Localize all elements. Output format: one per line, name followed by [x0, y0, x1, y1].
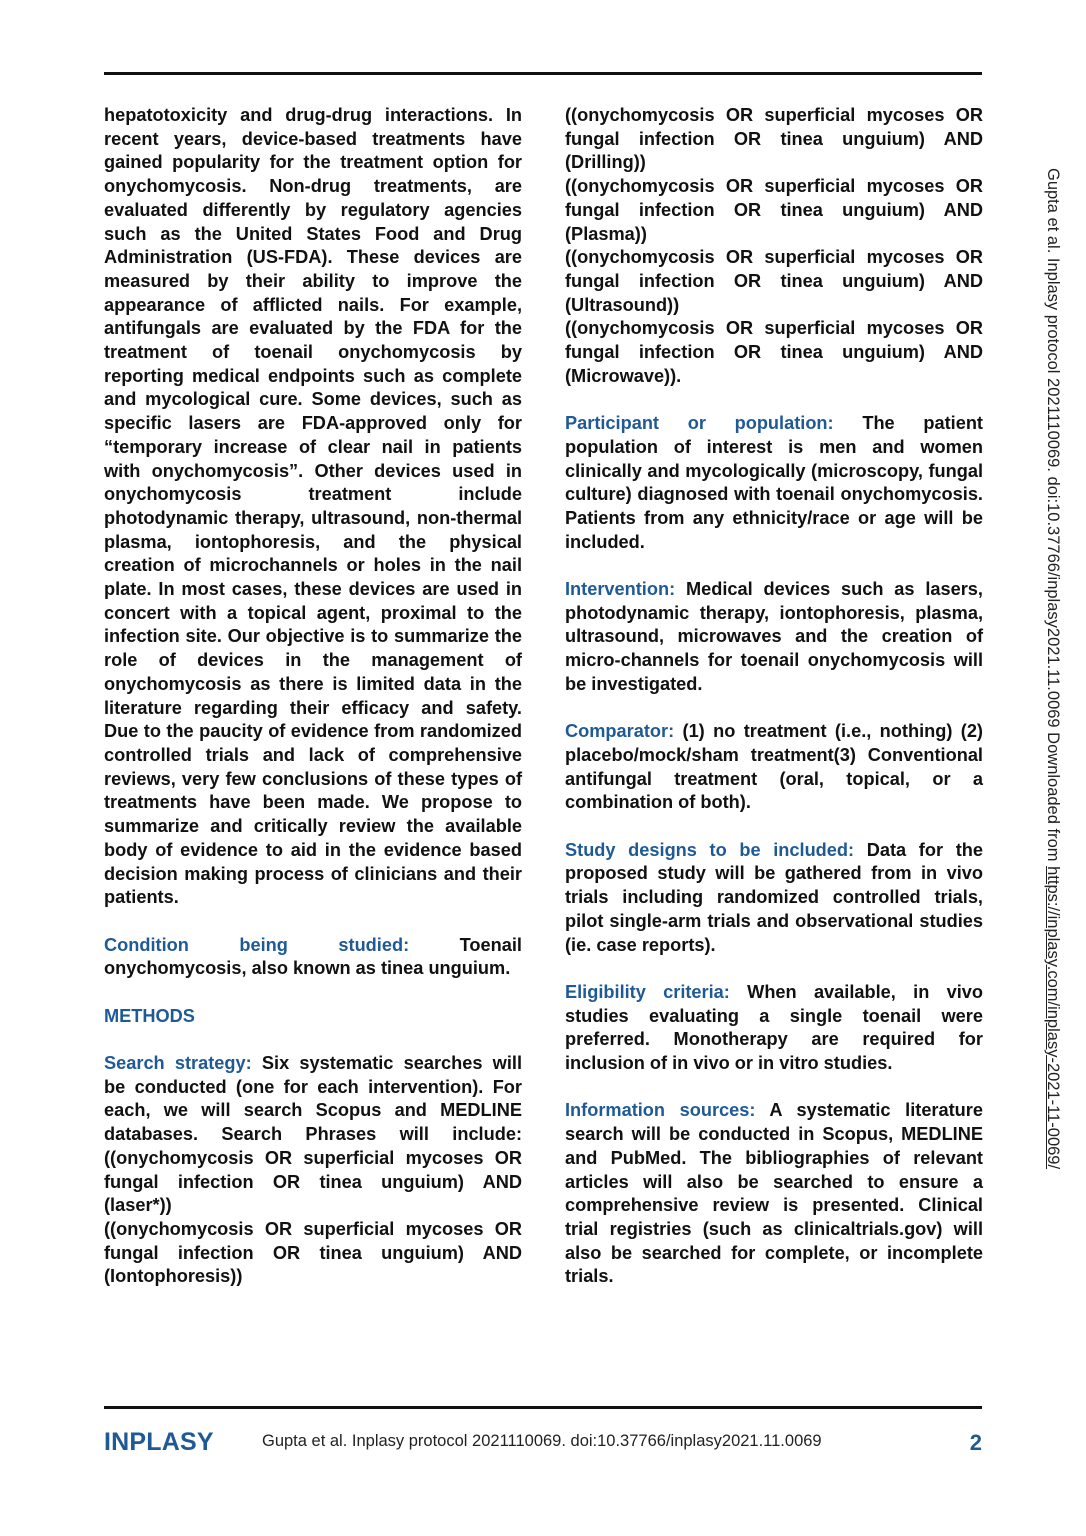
search-query-plasma: ((onychomycosis OR superficial mycoses OR fungal infection OR tinea unguium) AND (Plasma))	[565, 176, 983, 244]
inplasy-logo: INPLASY	[104, 1428, 214, 1456]
intervention-text: Medical devices such as lasers, photodynamic therapy, iontophoresis, plasma, ultrasound, microwaves and the creation of micro-channels for toenail onychomycosis will be investigated.	[565, 579, 983, 694]
participant-paragraph	[565, 412, 983, 554]
intervention-heading: Intervention:	[565, 579, 676, 600]
search-query-ultrasound: ((onychomycosis OR superficial mycoses OR fungal infection OR tinea unguium) AND (Ultrasound))	[565, 247, 983, 315]
eligibility-heading: Eligibility criteria:	[565, 981, 730, 1002]
footer-citation: Gupta et al. Inplasy protocol 2021110069. doi:10.37766/inplasy2021.11.0069	[262, 1432, 822, 1450]
page-number: 2	[969, 1430, 982, 1455]
information-sources-paragraph	[565, 1099, 983, 1289]
participant-text: The patient population of interest is men and women clinically and mycologically (microscopy, fungal culture) diagnosed with toenail onychomycosis. Patients from any ethnicity/race or age will be included.	[565, 413, 983, 552]
search-strategy-paragraph	[104, 1052, 522, 1218]
search-query-iontophoresis: ((onychomycosis OR superficial mycoses OR fungal infection OR tinea unguium) AND (Iontophoresis))	[104, 1219, 522, 1287]
study-designs-text: Data for the proposed study will be gathered from in vivo trials including randomized controlled trials, pilot single-arm trials and observational studies (ie. case reports).	[565, 839, 983, 955]
study-designs-heading: Study designs to be included:	[565, 839, 855, 860]
intervention-paragraph	[565, 578, 983, 697]
eligibility-paragraph	[565, 981, 983, 1076]
intro-paragraph: hepatotoxicity and drug-drug interactions. In recent years, device-based treatments have gained popularity for the treatment option for onychomycosis. Non-drug treatments, are evaluated differently by regulatory agencies such as the United States Food and Drug Administration (US-FDA). These devices are measured by their ability to improve the appearance of afflicted nails. For example, antifungals are evaluated by the FDA for the treatment of toenail onychomycosis by reporting medical endpoints such as complete and mycological cure. Some devices, such as specific lasers are FDA-approved only for “temporary increase of clear nail in patients with onychomycosis”. Other devices used in onychomycosis treatment include photodynamic therapy, ultrasound, non-thermal plasma, iontophoresis, and the physical creation of microchannels or holes in the nail plate. In most cases, these devices are used in concert with a topical agent, proximal to the infection site. Our objective is to summarize the role of devices in the management of onychomycosis as there is limited data in the literature regarding their efficacy and safety. Due to the paucity of evidence from randomized controlled trials and lack of comprehensive reviews, very few conclusions of these types of treatments have been made. We propose to summarize and critically review the available body of evidence to aid in the evidence based decision making process of clinicians and their patients.	[104, 105, 522, 908]
footer-rule	[104, 1406, 982, 1409]
comparator-paragraph	[565, 720, 983, 815]
left-column	[104, 104, 522, 1289]
right-column	[565, 104, 983, 1313]
search-query-microwave: ((onychomycosis OR superficial mycoses OR fungal infection OR tinea unguium) AND (Microwave)).	[565, 318, 983, 386]
side-note-text: Gupta et al. Inplasy protocol 2021110069. doi:10.37766/inplasy2021.11.0069 Downloaded from	[1044, 168, 1062, 862]
header-rule	[104, 72, 982, 75]
search-strategy-heading: Search strategy:	[104, 1053, 252, 1074]
study-designs-paragraph	[565, 839, 983, 958]
participant-heading: Participant or population:	[565, 413, 834, 434]
condition-heading: Condition being studied:	[104, 934, 410, 955]
information-sources-heading: Information sources:	[565, 1100, 756, 1121]
side-download-note	[1043, 168, 1062, 1169]
information-sources-text: A systematic literature search will be conducted in Scopus, MEDLINE and PubMed. The bibliographies of relevant articles will also be searched to ensure a comprehensive review is presented. Clinical trial registries (such as clinicaltrials.gov) will also be searched for complete, or incomplete trials.	[565, 1100, 983, 1287]
comparator-text: (1) no treatment (i.e., nothing) (2) placebo/mock/sham treatment(3) Conventional antifungal treatment (oral, topical, or a combination of both).	[565, 721, 983, 813]
search-strategy-text: Six systematic searches will be conducted (one for each intervention). For each, we will search Scopus and MEDLINE databases. Search Phrases will include: ((onychomycosis OR superficial mycoses OR fungal infection OR tinea unguium) AND (laser*))	[104, 1053, 522, 1216]
condition-paragraph	[104, 934, 522, 981]
search-query-drilling: ((onychomycosis OR superficial mycoses OR fungal infection OR tinea unguium) AND (Drilling))	[565, 105, 983, 173]
condition-text: Toenail onychomycosis, also known as tinea unguium.	[104, 934, 522, 979]
eligibility-text: When available, in vivo studies evaluating a single toenail were preferred. Monotherapy are required for inclusion of in vivo or in vitro studies.	[565, 981, 983, 1074]
comparator-heading: Comparator:	[565, 721, 675, 742]
methods-heading: METHODS	[104, 1005, 195, 1026]
side-note-link[interactable]: https://inplasy.com/inplasy-2021-11-0069/	[1044, 866, 1062, 1170]
